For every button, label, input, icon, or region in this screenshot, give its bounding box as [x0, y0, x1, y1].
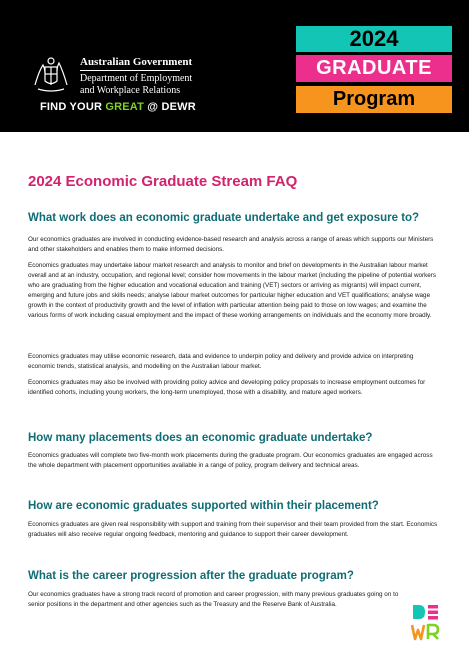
- section-paragraph: Economics graduates may also be involved with providing policy advice and developing policy proposals to increase employment outcomes for identified cohorts, including young workers, the long-term unemployed, those with a disability, and mature aged workers.: [28, 379, 426, 397]
- coat-of-arms-icon: [30, 55, 72, 93]
- page-header: [0, 0, 469, 132]
- badge-program: Program: [296, 86, 452, 113]
- section-heading-work: What work does an economic graduate undertake and get exposure to?: [28, 212, 420, 224]
- gov-line-2: Department of Employment: [80, 73, 193, 84]
- section-paragraph: Our economics graduates are involved in conducting evidence-based research and analysis across a range of areas which supports our Ministers and other stakeholders and enables them to make informed decisions.: [28, 236, 434, 254]
- government-wordmark: [80, 56, 192, 97]
- gov-line-3: and Workplace Relations: [80, 85, 181, 96]
- page-title: 2024 Economic Graduate Stream FAQ: [28, 173, 298, 190]
- section-paragraph: Economics graduates may utilise economic research, data and evidence to underpin policy and delivery and provide advice on interpreting economic trends, statistical analysis, and modelling on the Australian labour market.: [28, 353, 414, 371]
- wordmark-divider: [80, 70, 180, 71]
- section-paragraph: Economics graduates may undertake labour market research and analysis to monitor and brief on developments in the Australian labour market overall and at an industry, occupation, and regional level; consider how movements in the labour market (including the pipeline of potential workers who are graduating from the higher education and vocational education and training (VET) sectors or arriving as migrants) will impact current, emerging and future jobs and skills needs; analyse labour market outcomes for particular higher education and VET qualifications; analyse wage growth in the context of productivity growth and the level of inflation with particular attention being paid to those on low wages; and examine the various forms of work including casual employment and the impact of these working arrangements on individuals and the economy more broadly.: [28, 262, 437, 320]
- tagline: [40, 101, 196, 113]
- tagline-part-1: FIND YOUR: [40, 101, 106, 113]
- section-paragraph: Economics graduates will complete two five-month work placements during the graduate program. Our economics graduates are engaged across the whole department with placement opportunities available in a range of policy, program delivery and technical areas.: [28, 452, 433, 470]
- gov-line-1: Australian Government: [80, 56, 193, 68]
- tagline-part-2: @ DEWR: [144, 101, 196, 113]
- section-heading-career: What is the career progression after the graduate program?: [28, 570, 354, 582]
- section-heading-placements: How many placements does an economic graduate undertake?: [28, 432, 373, 444]
- section-paragraph: Our economics graduates have a strong track record of promotion and career progression, with many previous graduates going on to senior positions in the department and other agencies such as the Treasury and the Reserve Bank of Australia.: [28, 591, 399, 609]
- badge-year: 2024: [296, 26, 452, 52]
- badge-graduate: GRADUATE: [296, 55, 452, 82]
- section-paragraph: Economics graduates are given real responsibility with support and training from their supervisor and their team provided from the start. Economics graduates will also receive regular ongoing feedback, mentoring and guidance to support their career development.: [28, 521, 438, 539]
- tagline-great: GREAT: [105, 101, 145, 113]
- dewr-logo-icon: [411, 603, 441, 647]
- section-heading-support: How are economic graduates supported within their placement?: [28, 500, 379, 512]
